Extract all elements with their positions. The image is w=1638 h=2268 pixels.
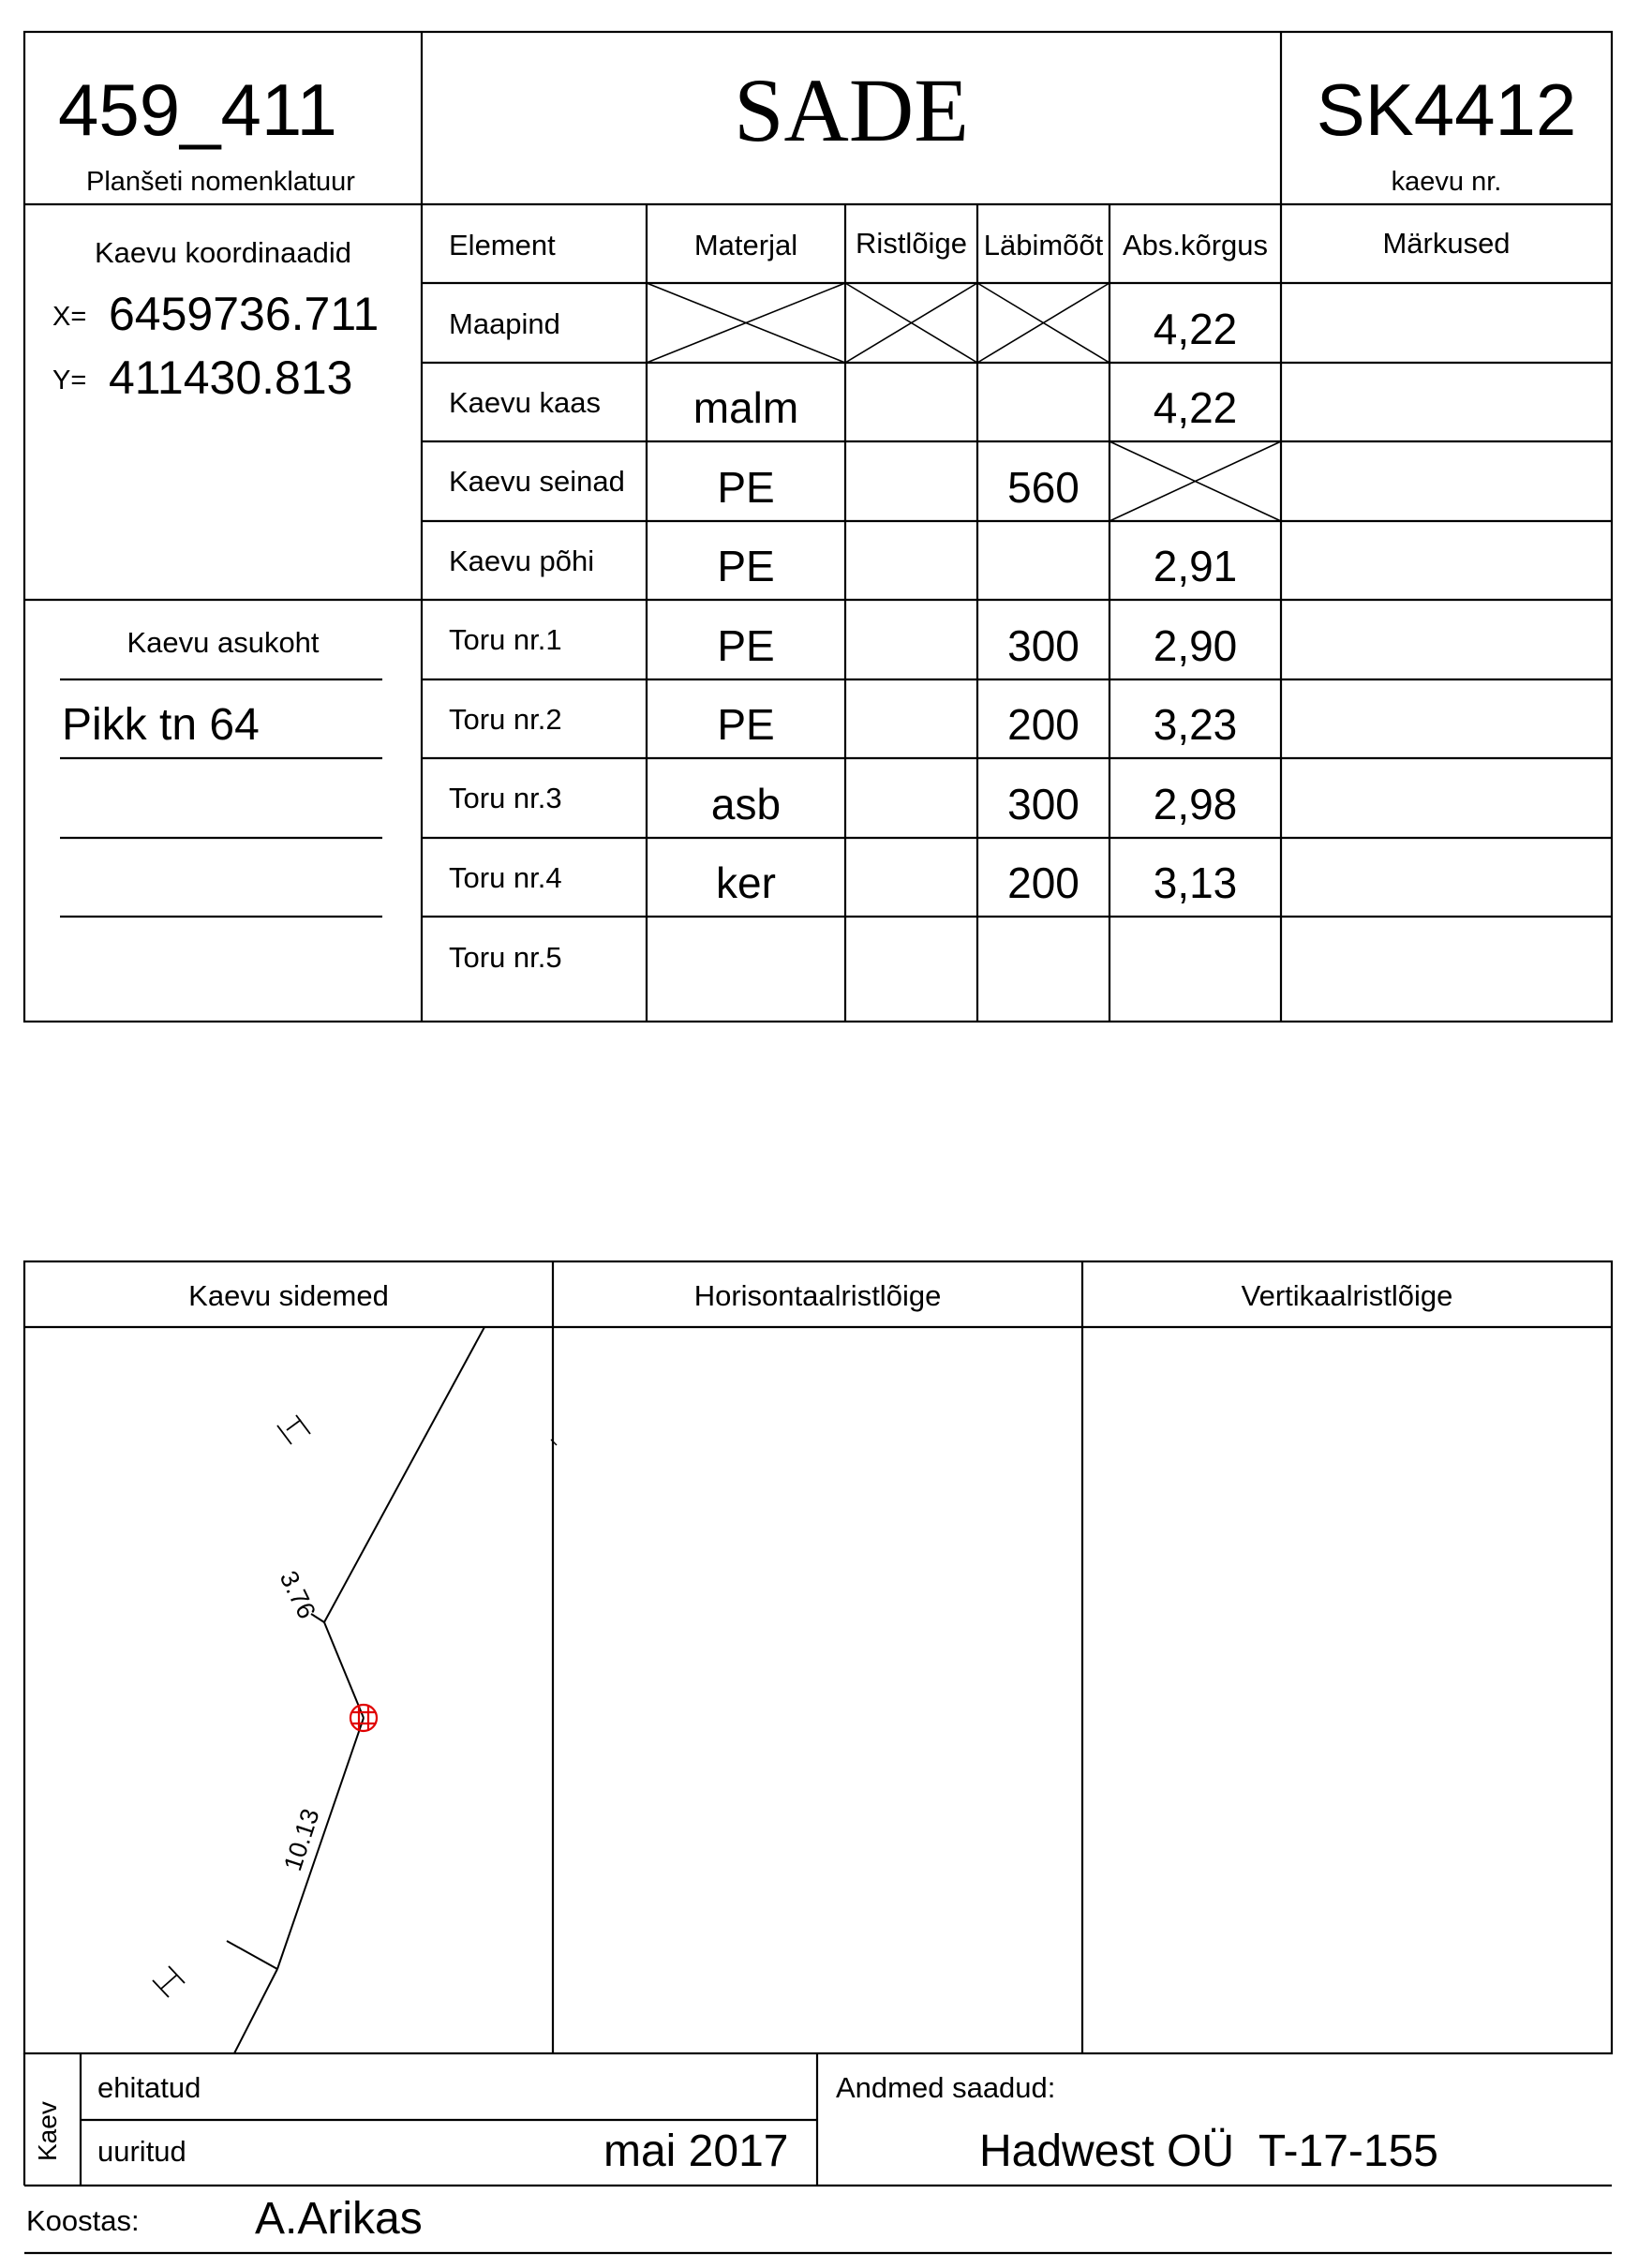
row-material: asb bbox=[710, 780, 782, 828]
row-elevation: 4,22 bbox=[1153, 305, 1238, 353]
row-elevation: 3,13 bbox=[1153, 858, 1238, 907]
compiled-label: Koostas: bbox=[26, 2204, 140, 2237]
col-header-material: Materjal bbox=[693, 229, 798, 261]
col-header-elevation: Abs.kõrgus bbox=[1122, 229, 1269, 261]
col-header-element: Element bbox=[449, 229, 556, 261]
row-element: Kaevu kaas bbox=[449, 386, 601, 419]
well-number: SK4412 bbox=[1316, 68, 1577, 151]
row-material: malm bbox=[692, 383, 799, 432]
tie-line-bottom bbox=[234, 1969, 277, 2053]
location-line-1: Pikk tn 64 bbox=[62, 700, 260, 750]
diagram-panel-border bbox=[24, 1261, 1612, 2053]
row-elevation: 4,22 bbox=[1153, 383, 1238, 432]
x-label: X= bbox=[52, 302, 87, 332]
compiled-by: A.Arikas bbox=[255, 2194, 423, 2244]
location-label: Kaevu asukoht bbox=[127, 626, 320, 659]
data-source-label: Andmed saadud: bbox=[836, 2071, 1056, 2104]
side-label-kaev: Kaev bbox=[33, 2101, 62, 2161]
tie-tick-lower bbox=[227, 1941, 277, 1969]
row-material: PE bbox=[717, 621, 775, 670]
col-header-section: Ristlõige bbox=[856, 227, 967, 260]
dimension-lower: 10.13 bbox=[278, 1805, 325, 1874]
row-material: PE bbox=[717, 542, 775, 590]
built-label: ehitatud bbox=[97, 2071, 201, 2104]
y-value: 411430.813 bbox=[109, 351, 353, 404]
row-element: Toru nr.4 bbox=[449, 861, 562, 894]
ties-sketch bbox=[153, 1327, 557, 2053]
col-header-notes: Märkused bbox=[1382, 227, 1511, 260]
row-diameter: 200 bbox=[1007, 700, 1080, 749]
dimension-upper: 3.76 bbox=[274, 1566, 321, 1623]
panel-header-vertical: Vertikaalristlõige bbox=[1241, 1279, 1453, 1312]
tie-line-upper bbox=[324, 1327, 484, 1622]
h-mark-upper bbox=[277, 1415, 310, 1444]
row-material: PE bbox=[717, 463, 775, 512]
row-element: Kaevu põhi bbox=[449, 545, 595, 577]
row-element: Maapind bbox=[449, 307, 560, 340]
coordinates-label: Kaevu koordinaadid bbox=[94, 236, 352, 269]
surveyed-label: uuritud bbox=[97, 2135, 186, 2168]
row-element: Toru nr.2 bbox=[449, 703, 562, 736]
row-element: Toru nr.3 bbox=[449, 782, 562, 814]
form-title: SADE bbox=[734, 60, 969, 160]
col-header-diameter: Läbimõõt bbox=[983, 229, 1104, 261]
panel-header-horizontal: Horisontaalristlõige bbox=[693, 1279, 942, 1312]
x-value: 6459736.711 bbox=[109, 288, 380, 340]
tie-tick-upper bbox=[311, 1614, 324, 1622]
row-material: ker bbox=[716, 858, 776, 907]
panel-header-ties: Kaevu sidemed bbox=[188, 1279, 389, 1312]
data-source-value: Hadwest OÜ T-17-155 bbox=[978, 2126, 1438, 2176]
row-elevation: 2,91 bbox=[1153, 542, 1238, 590]
row-element: Toru nr.1 bbox=[449, 623, 562, 656]
row-diameter: 300 bbox=[1007, 780, 1080, 828]
row-elevation: 2,90 bbox=[1153, 621, 1238, 670]
y-label: Y= bbox=[52, 366, 87, 395]
sheet-number: 459_411 bbox=[58, 68, 337, 151]
row-diameter: 200 bbox=[1007, 858, 1080, 907]
sheet-label: Planšeti nomenklatuur bbox=[86, 167, 355, 197]
row-elevation: 2,98 bbox=[1153, 780, 1238, 828]
well-label: kaevu nr. bbox=[1391, 167, 1502, 197]
row-element: Toru nr.5 bbox=[449, 941, 562, 974]
row-diameter: 300 bbox=[1007, 621, 1080, 670]
tie-line-mid bbox=[324, 1622, 364, 1718]
surveyed-date: mai 2017 bbox=[603, 2126, 789, 2176]
row-diameter: 560 bbox=[1007, 463, 1080, 512]
row-elevation: 3,23 bbox=[1153, 700, 1238, 749]
row-material: PE bbox=[717, 700, 775, 749]
row-element: Kaevu seinad bbox=[449, 465, 625, 498]
h-mark-lower bbox=[153, 1966, 185, 1997]
